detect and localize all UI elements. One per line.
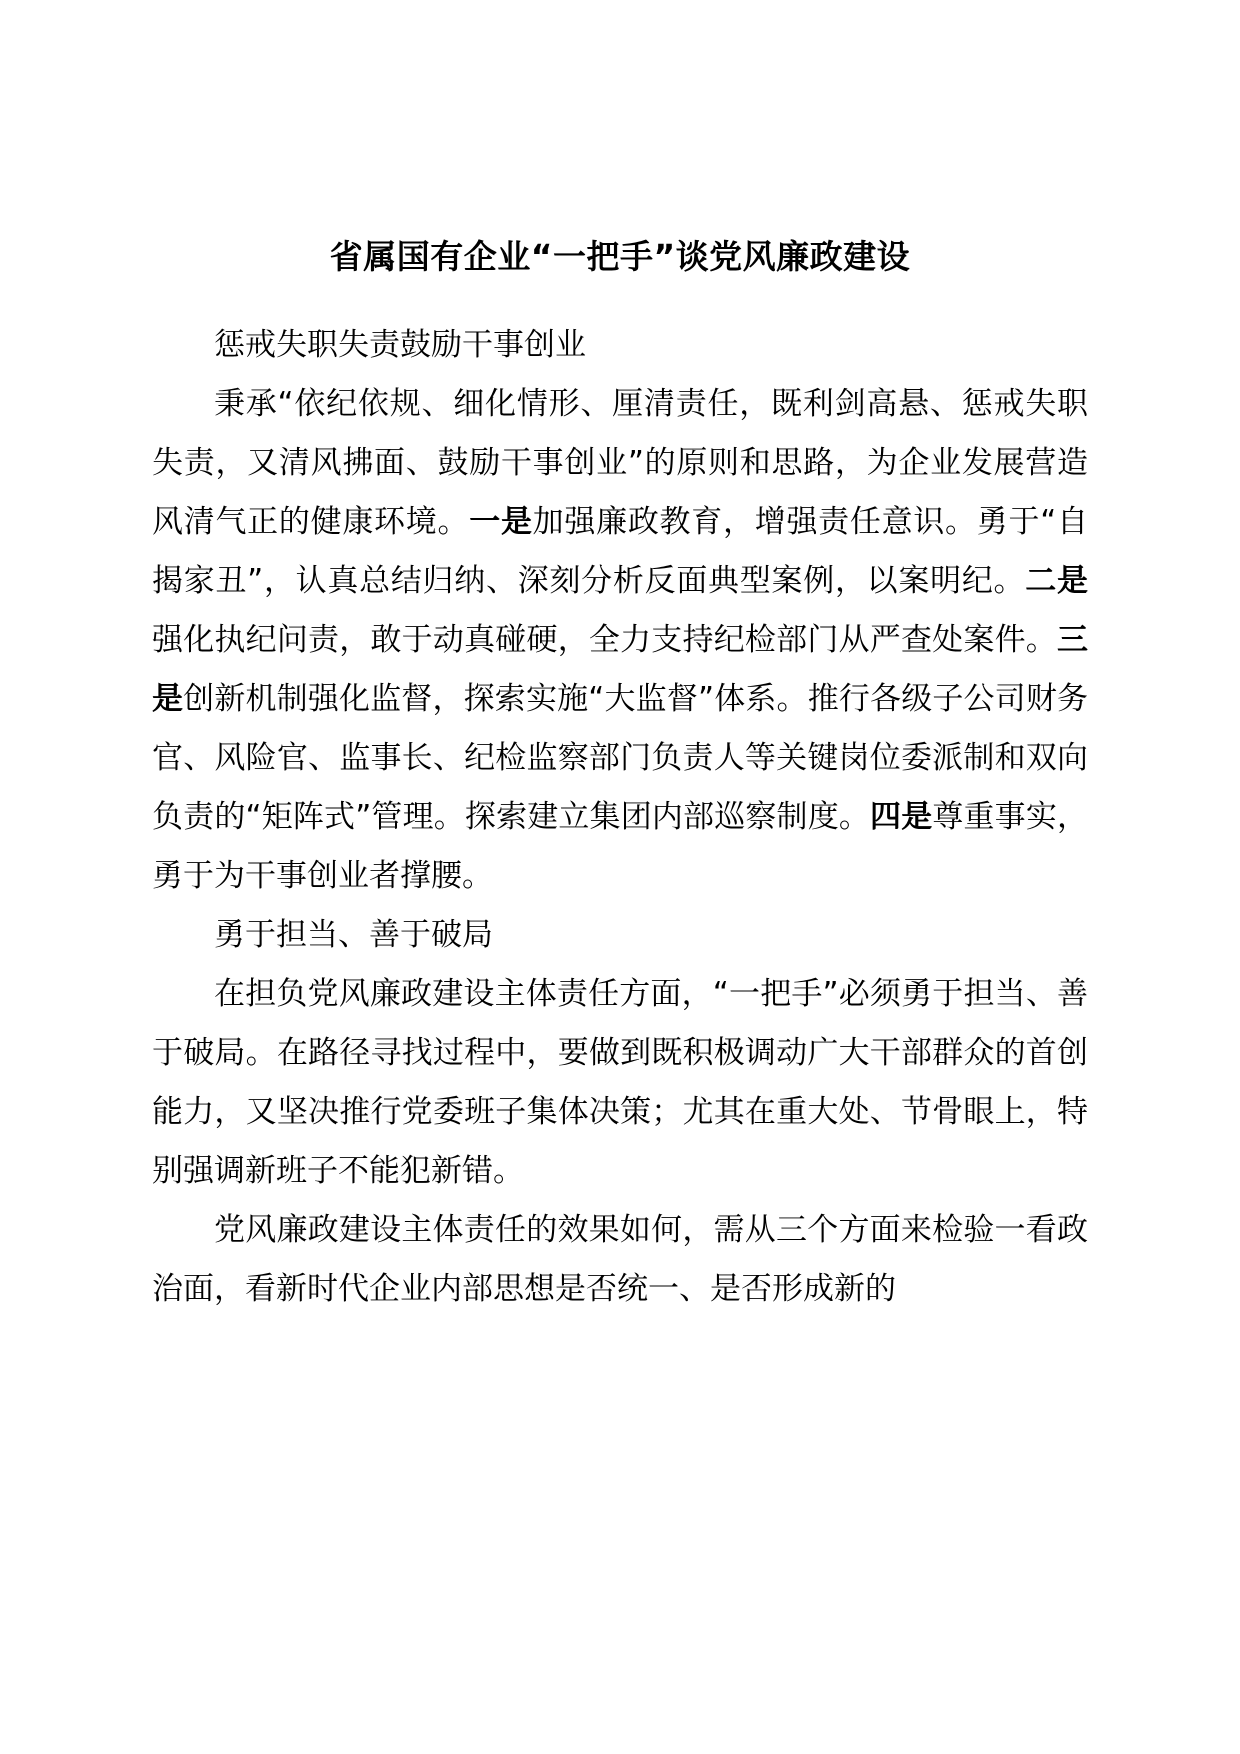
paragraph-list	[152, 316, 1088, 1319]
body-1	[152, 375, 1088, 906]
body-2	[152, 965, 1088, 1201]
text-run: 惩戒失职失责鼓励干事创业	[214, 326, 586, 363]
text-run: 尊重事实，勇于为干事创业者撑腰。	[152, 798, 1089, 894]
emphasis-run: 一是	[469, 503, 533, 540]
text-run: 勇于担当、善于破局	[214, 916, 493, 953]
document-content	[152, 232, 1088, 1319]
text-run: 强化执纪问责，敢于动真碰硬，全力支持纪检部门从严查处案件。	[152, 621, 1057, 658]
emphasis-run: 二是	[1025, 562, 1089, 599]
heading-2	[152, 906, 1088, 965]
text-run: 加强廉政教育，增强责任意识。勇于“自揭家丑”，认真总结归纳、深刻分析反面典型案例，以案明纪。	[152, 503, 1089, 599]
text-run: 秉承“依纪依规、细化情形、厘清责任，既利剑高悬、惩戒失职失责，又清风拂面、鼓励干事创业”的原则和思路，为企业发展营造风清气正的健康环境。	[152, 385, 1088, 540]
page-title: 省属国有企业“一把手”谈党风廉政建设	[329, 237, 911, 276]
text-run: 创新机制强化监督，探索实施“大监督”体系。推行各级子公司财务官、风险官、监事长、纪检监察部门负责人等关键岗位委派制和双向负责的“矩阵式”管理。探索建立集团内部巡察制度。	[152, 680, 1089, 835]
text-run: 党风廉政建设主体责任的效果如何，需从三个方面来检验一看政治面，看新时代企业内部思想是否统一、是否形成新的	[152, 1211, 1088, 1307]
emphasis-run: 三是	[152, 621, 1088, 717]
emphasis-run: 四是	[870, 798, 933, 835]
body-3	[152, 1201, 1088, 1319]
text-run: 在担负党风廉政建设主体责任方面，“一把手”必须勇于担当、善于破局。在路径寻找过程中，要做到既积极调动广大干部群众的首创能力，又坚决推行党委班子集体决策；尤其在重大处、节骨眼上，特别强调新班子不能犯新错。	[152, 975, 1088, 1189]
heading-1	[152, 316, 1088, 375]
